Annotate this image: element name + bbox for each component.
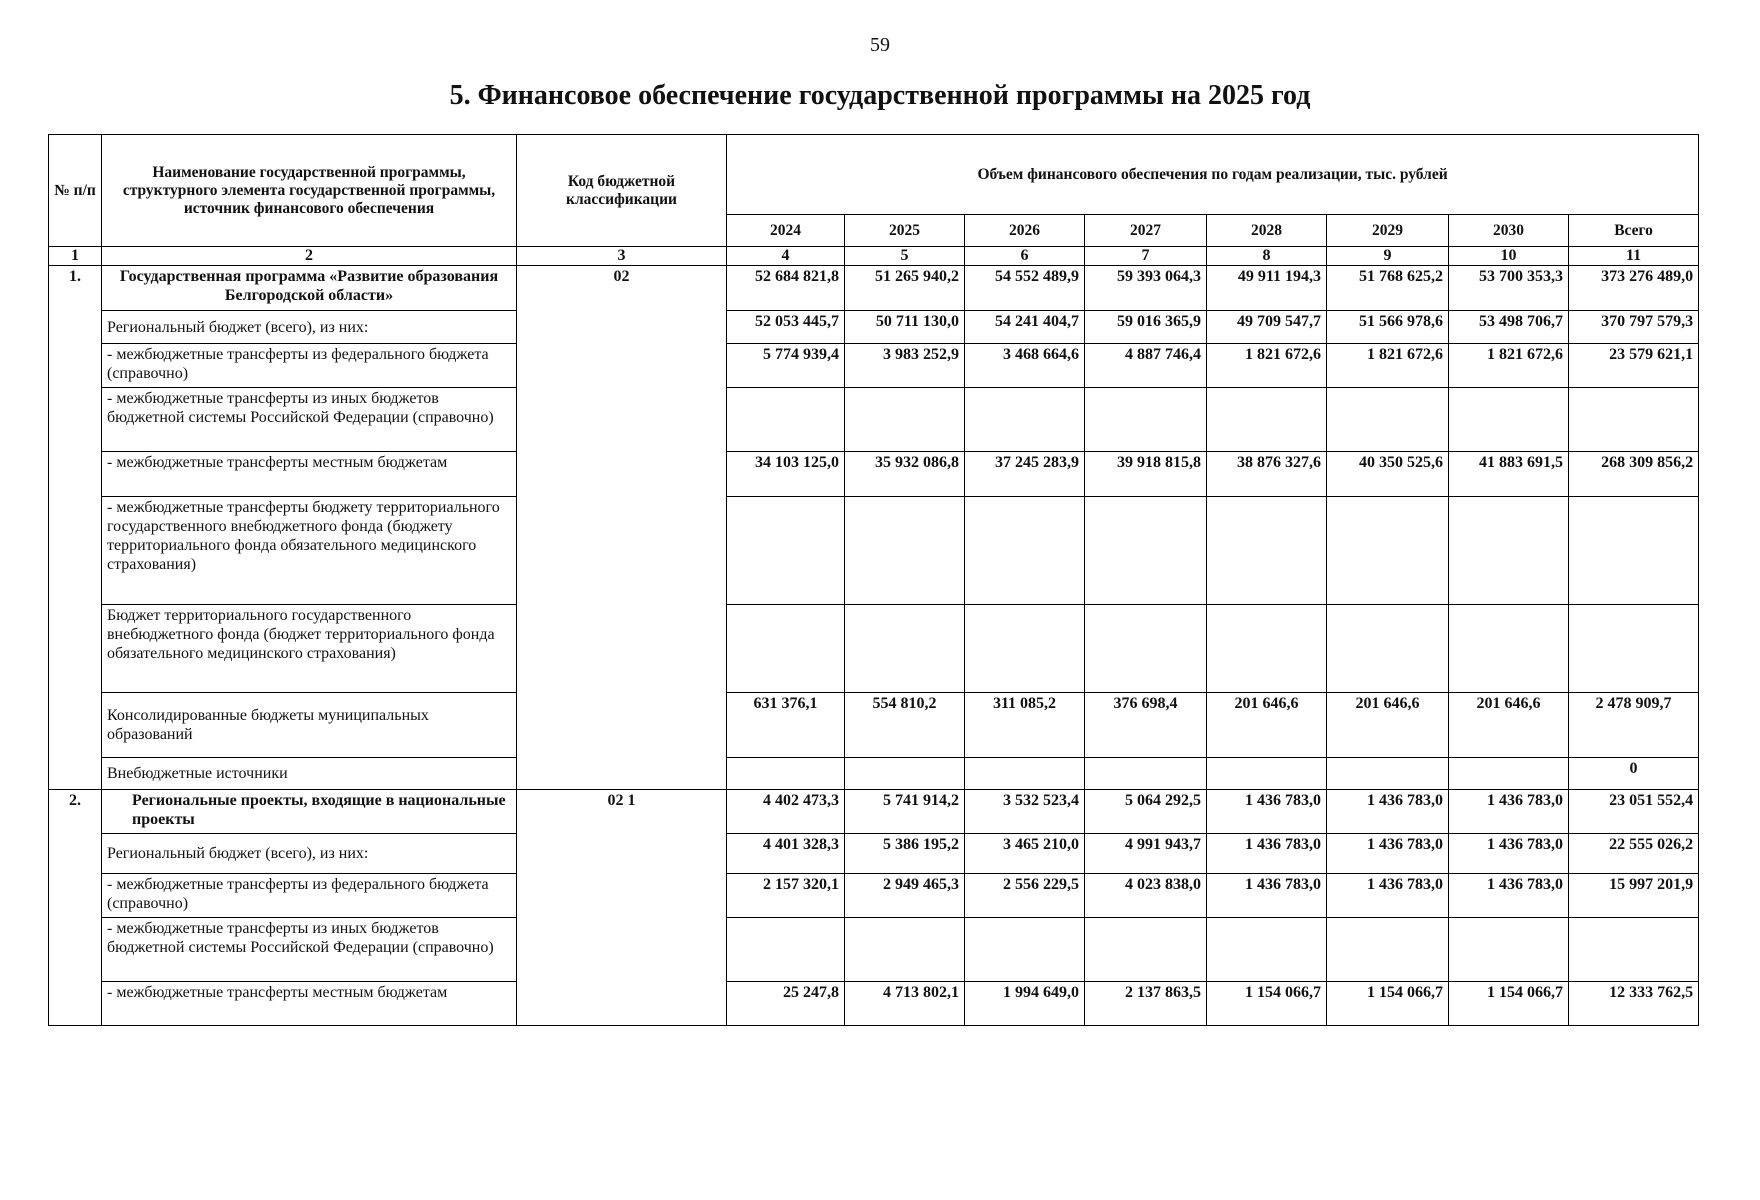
cell-value: 59 016 365,9 bbox=[1085, 311, 1207, 344]
cell-value: 268 309 856,2 bbox=[1569, 452, 1699, 497]
table-row bbox=[49, 918, 1699, 982]
cell-value: 40 350 525,6 bbox=[1327, 452, 1449, 497]
table-row bbox=[49, 497, 1699, 605]
row-number: 2. bbox=[49, 790, 102, 1026]
cell-value: 53 700 353,3 bbox=[1449, 266, 1569, 311]
cell-value bbox=[1327, 918, 1449, 982]
cell-value: 1 821 672,6 bbox=[1449, 344, 1569, 388]
cell-value: 37 245 283,9 bbox=[965, 452, 1085, 497]
column-number: 10 bbox=[1449, 247, 1569, 266]
row-name: - межбюджетные трансферты местным бюджетам bbox=[102, 982, 517, 1026]
column-number: 6 bbox=[965, 247, 1085, 266]
row-name: Региональные проекты, входящие в национальные проекты bbox=[102, 790, 517, 834]
column-number: 7 bbox=[1085, 247, 1207, 266]
cell-value: 23 051 552,4 bbox=[1569, 790, 1699, 834]
cell-value bbox=[845, 388, 965, 452]
cell-value: 5 741 914,2 bbox=[845, 790, 965, 834]
cell-value: 2 157 320,1 bbox=[727, 874, 845, 918]
row-name: - межбюджетные трансферты из федерального бюджета (справочно) bbox=[102, 874, 517, 918]
header-year: 2027 bbox=[1085, 215, 1207, 247]
cell-value bbox=[1449, 605, 1569, 693]
cell-value: 4 401 328,3 bbox=[727, 834, 845, 874]
cell-value: 631 376,1 bbox=[727, 693, 845, 758]
cell-value bbox=[1569, 497, 1699, 605]
table-row bbox=[49, 790, 1699, 834]
cell-value: 12 333 762,5 bbox=[1569, 982, 1699, 1026]
cell-value: 3 468 664,6 bbox=[965, 344, 1085, 388]
cell-value: 1 436 783,0 bbox=[1327, 790, 1449, 834]
cell-value bbox=[1207, 918, 1327, 982]
header-row-1 bbox=[49, 135, 1699, 215]
cell-value: 1 821 672,6 bbox=[1327, 344, 1449, 388]
cell-value: 370 797 579,3 bbox=[1569, 311, 1699, 344]
cell-value bbox=[1449, 388, 1569, 452]
table-row bbox=[49, 874, 1699, 918]
cell-value: 3 983 252,9 bbox=[845, 344, 965, 388]
row-name: Внебюджетные источники bbox=[102, 758, 517, 790]
cell-value bbox=[1569, 605, 1699, 693]
cell-value: 1 436 783,0 bbox=[1449, 790, 1569, 834]
column-numbers-row bbox=[49, 247, 1699, 266]
cell-value bbox=[727, 497, 845, 605]
cell-value: 4 402 473,3 bbox=[727, 790, 845, 834]
table-row bbox=[49, 982, 1699, 1026]
cell-value bbox=[845, 497, 965, 605]
cell-value: 15 997 201,9 bbox=[1569, 874, 1699, 918]
cell-value bbox=[1569, 388, 1699, 452]
cell-value: 2 137 863,5 bbox=[1085, 982, 1207, 1026]
header-num: № п/п bbox=[49, 135, 102, 247]
cell-value: 2 556 229,5 bbox=[965, 874, 1085, 918]
cell-value bbox=[965, 605, 1085, 693]
cell-value bbox=[1207, 758, 1327, 790]
cell-value: 38 876 327,6 bbox=[1207, 452, 1327, 497]
header-year: 2025 bbox=[845, 215, 965, 247]
cell-value bbox=[845, 605, 965, 693]
table-row bbox=[49, 758, 1699, 790]
budget-code: 02 1 bbox=[517, 790, 727, 1026]
cell-value: 52 684 821,8 bbox=[727, 266, 845, 311]
row-name: Бюджет территориального государственного внебюджетного фонда (бюджет территориального фонда обязательного медицинского страхования) bbox=[102, 605, 517, 693]
table-row bbox=[49, 452, 1699, 497]
cell-value bbox=[845, 918, 965, 982]
column-number: 9 bbox=[1327, 247, 1449, 266]
row-name: Консолидированные бюджеты муниципальных образований bbox=[102, 693, 517, 758]
cell-value: 41 883 691,5 bbox=[1449, 452, 1569, 497]
cell-value: 25 247,8 bbox=[727, 982, 845, 1026]
cell-value: 554 810,2 bbox=[845, 693, 965, 758]
cell-value bbox=[1449, 758, 1569, 790]
cell-value: 311 085,2 bbox=[965, 693, 1085, 758]
cell-value bbox=[727, 758, 845, 790]
cell-value: 201 646,6 bbox=[1327, 693, 1449, 758]
header-code: Код бюджетной классификации bbox=[517, 135, 727, 247]
cell-value: 1 436 783,0 bbox=[1207, 790, 1327, 834]
table-row bbox=[49, 605, 1699, 693]
cell-value: 3 465 210,0 bbox=[965, 834, 1085, 874]
row-name: - межбюджетные трансферты из федерального бюджета (справочно) bbox=[102, 344, 517, 388]
column-number: 3 bbox=[517, 247, 727, 266]
cell-value bbox=[965, 388, 1085, 452]
budget-code: 02 bbox=[517, 266, 727, 790]
cell-value bbox=[1085, 388, 1207, 452]
column-number: 1 bbox=[49, 247, 102, 266]
cell-value: 373 276 489,0 bbox=[1569, 266, 1699, 311]
header-year: 2026 bbox=[965, 215, 1085, 247]
header-volume: Объем финансового обеспечения по годам реализации, тыс. рублей bbox=[727, 135, 1699, 215]
cell-value bbox=[1085, 918, 1207, 982]
cell-value bbox=[1085, 758, 1207, 790]
cell-value: 54 241 404,7 bbox=[965, 311, 1085, 344]
row-name: - межбюджетные трансферты местным бюджетам bbox=[102, 452, 517, 497]
cell-value: 3 532 523,4 bbox=[965, 790, 1085, 834]
cell-value: 5 774 939,4 bbox=[727, 344, 845, 388]
cell-value: 1 154 066,7 bbox=[1207, 982, 1327, 1026]
cell-value: 201 646,6 bbox=[1449, 693, 1569, 758]
cell-value bbox=[1327, 605, 1449, 693]
header-year: 2028 bbox=[1207, 215, 1327, 247]
cell-value bbox=[727, 388, 845, 452]
table-row bbox=[49, 693, 1699, 758]
cell-value bbox=[965, 918, 1085, 982]
financing-table bbox=[48, 134, 1699, 1026]
column-number: 8 bbox=[1207, 247, 1327, 266]
document-title: 5. Финансовое обеспечение государственной программы на 2025 год bbox=[449, 80, 1311, 111]
table-row bbox=[49, 311, 1699, 344]
cell-value bbox=[1327, 758, 1449, 790]
cell-value: 201 646,6 bbox=[1207, 693, 1327, 758]
cell-value: 376 698,4 bbox=[1085, 693, 1207, 758]
cell-value: 5 064 292,5 bbox=[1085, 790, 1207, 834]
cell-value: 23 579 621,1 bbox=[1569, 344, 1699, 388]
table-row bbox=[49, 834, 1699, 874]
cell-value bbox=[1569, 918, 1699, 982]
table-row bbox=[49, 266, 1699, 311]
cell-value bbox=[1207, 388, 1327, 452]
cell-value: 1 436 783,0 bbox=[1207, 874, 1327, 918]
cell-value: 4 991 943,7 bbox=[1085, 834, 1207, 874]
cell-value: 54 552 489,9 bbox=[965, 266, 1085, 311]
cell-value bbox=[1449, 918, 1569, 982]
cell-value: 2 478 909,7 bbox=[1569, 693, 1699, 758]
cell-value: 1 821 672,6 bbox=[1207, 344, 1327, 388]
cell-value: 4 887 746,4 bbox=[1085, 344, 1207, 388]
cell-value bbox=[727, 918, 845, 982]
page-number: 59 bbox=[870, 34, 890, 56]
cell-value bbox=[1085, 497, 1207, 605]
cell-value: 39 918 815,8 bbox=[1085, 452, 1207, 497]
cell-value: 51 768 625,2 bbox=[1327, 266, 1449, 311]
cell-value bbox=[1207, 605, 1327, 693]
column-number: 2 bbox=[102, 247, 517, 266]
cell-value: 22 555 026,2 bbox=[1569, 834, 1699, 874]
cell-value bbox=[1207, 497, 1327, 605]
cell-value: 1 436 783,0 bbox=[1327, 834, 1449, 874]
cell-value: 51 265 940,2 bbox=[845, 266, 965, 311]
cell-value bbox=[727, 605, 845, 693]
cell-value: 1 436 783,0 bbox=[1207, 834, 1327, 874]
cell-value: 1 154 066,7 bbox=[1327, 982, 1449, 1026]
header-total: Всего bbox=[1569, 215, 1699, 247]
cell-value: 59 393 064,3 bbox=[1085, 266, 1207, 311]
cell-value: 1 436 783,0 bbox=[1449, 834, 1569, 874]
cell-value: 51 566 978,6 bbox=[1327, 311, 1449, 344]
cell-value: 34 103 125,0 bbox=[727, 452, 845, 497]
table-row bbox=[49, 344, 1699, 388]
row-name: Региональный бюджет (всего), из них: bbox=[102, 834, 517, 874]
row-name: - межбюджетные трансферты из иных бюджетов бюджетной системы Российской Федерации (справочно) bbox=[102, 918, 517, 982]
cell-value: 1 436 783,0 bbox=[1327, 874, 1449, 918]
row-name: - межбюджетные трансферты из иных бюджетов бюджетной системы Российской Федерации (справочно) bbox=[102, 388, 517, 452]
cell-value: 4 023 838,0 bbox=[1085, 874, 1207, 918]
column-number: 11 bbox=[1569, 247, 1699, 266]
row-name: Региональный бюджет (всего), из них: bbox=[102, 311, 517, 344]
cell-value: 2 949 465,3 bbox=[845, 874, 965, 918]
cell-value bbox=[1085, 605, 1207, 693]
row-name: Государственная программа «Развитие образования Белгородской области» bbox=[102, 266, 517, 311]
cell-value: 49 709 547,7 bbox=[1207, 311, 1327, 344]
row-number: 1. bbox=[49, 266, 102, 790]
column-number: 5 bbox=[845, 247, 965, 266]
cell-value: 1 436 783,0 bbox=[1449, 874, 1569, 918]
cell-value bbox=[845, 758, 965, 790]
cell-value: 0 bbox=[1569, 758, 1699, 790]
cell-value bbox=[965, 758, 1085, 790]
cell-value: 4 713 802,1 bbox=[845, 982, 965, 1026]
table-row bbox=[49, 388, 1699, 452]
cell-value: 35 932 086,8 bbox=[845, 452, 965, 497]
cell-value: 1 994 649,0 bbox=[965, 982, 1085, 1026]
header-year: 2029 bbox=[1327, 215, 1449, 247]
header-name: Наименование государственной программы, структурного элемента государственной программы, источник финансового обеспечения bbox=[102, 135, 517, 247]
row-name: - межбюджетные трансферты бюджету территориального государственного внебюджетного фонда (бюджету территориального фонда обязательного медицинского страхования) bbox=[102, 497, 517, 605]
cell-value: 49 911 194,3 bbox=[1207, 266, 1327, 311]
cell-value bbox=[1327, 497, 1449, 605]
cell-value bbox=[1327, 388, 1449, 452]
column-number: 4 bbox=[727, 247, 845, 266]
cell-value bbox=[1449, 497, 1569, 605]
cell-value bbox=[965, 497, 1085, 605]
cell-value: 5 386 195,2 bbox=[845, 834, 965, 874]
header-year: 2024 bbox=[727, 215, 845, 247]
cell-value: 52 053 445,7 bbox=[727, 311, 845, 344]
cell-value: 1 154 066,7 bbox=[1449, 982, 1569, 1026]
header-year: 2030 bbox=[1449, 215, 1569, 247]
cell-value: 50 711 130,0 bbox=[845, 311, 965, 344]
cell-value: 53 498 706,7 bbox=[1449, 311, 1569, 344]
